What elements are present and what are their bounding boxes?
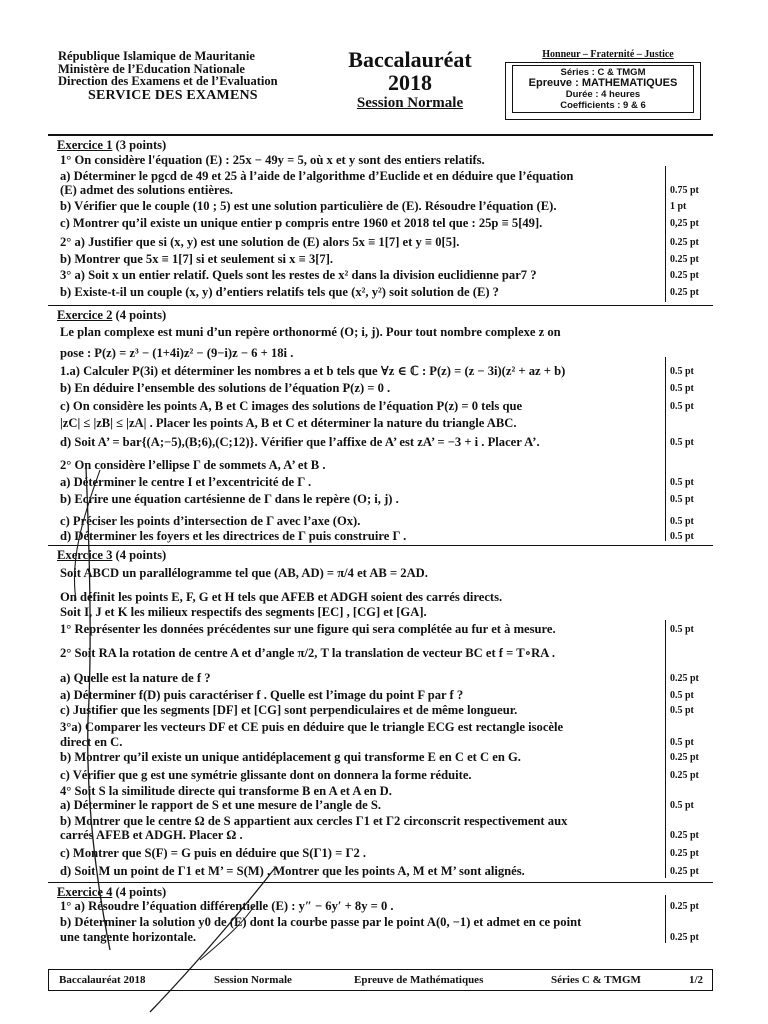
question-points: 0,25 pt [670,218,699,229]
question-points: 0.25 pt [670,254,699,265]
question-line: c) Montrer que S(F) = G puis en déduire que S(Γ1) = Γ2 . [60,846,367,860]
exercise-heading [57,885,166,899]
question-line: une tangente horizontale. [60,930,197,944]
question-line: 1° Représenter les données précédentes sur une figure qui sera complétée au fur et à mesure. [60,622,556,636]
question-points: 0.25 pt [670,287,699,298]
footer-session: Session Normale [214,974,292,986]
header-motto: Honneur – Fraternité – Justice [542,49,674,60]
header-title-block [330,48,490,112]
question-line: 1° On considère l'équation (E) : 25x − 49y = 5, où x et y sont des entiers relatifs. [60,153,485,167]
points-column-bar-1 [665,166,666,302]
question-points: 0.25 pt [670,770,699,781]
question-line: b) En déduire l’ensemble des solutions de l’équation P(z) = 0 . [60,381,391,395]
exercise-heading [57,308,166,322]
exercise-points: (4 points) [112,885,167,899]
exam-coefficients: Coefficients : 9 & 6 [560,100,646,111]
header-line-1: République Islamique de Mauritanie [58,49,255,63]
question-line: a) Quelle est la nature de f ? [60,671,211,685]
question-line: b) Déterminer la solution y0 de (E) dont la courbe passe par le point A(0, −1) et admet en ce point [60,915,582,929]
question-line: 1° a) Résoudre l’équation différentielle (E) : y″ − 6y′ + 8y = 0 . [60,899,394,913]
question-points: 0.5 pt [670,705,694,716]
header-line-3: Direction des Examens et de l’Evaluation [58,74,278,88]
exam-series: Séries : C & TMGM [560,67,646,78]
question-points: 0.5 pt [670,516,694,527]
question-points: 0.5 pt [670,531,694,542]
question-line: |zC| ≤ |zB| ≤ |zA| . Placer les points A, B et C et déterminer la nature du triangle ABC. [60,416,517,430]
question-line: direct en C. [60,735,123,749]
footer-series: Séries C & TMGM [551,974,641,986]
exercise-title: Exercice 2 [57,308,113,322]
exercise-separator [48,882,713,883]
header-service: SERVICE DES EXAMENS [88,87,258,103]
question-points: 0.25 pt [670,830,699,841]
question-line: a) Déterminer f(D) puis caractériser f . Quelle est l’image du point F par f ? [60,688,464,702]
points-column-bar-2 [665,357,666,541]
question-line: 3° a) Soit x un entier relatif. Quels sont les restes de x² dans la division euclidienne par7 ? [60,268,537,282]
question-line: b) Montrer que 5x ≡ 1[7] si et seulement si x ≡ 3[7]. [60,252,334,266]
exam-duration: Durée : 4 heures [565,89,641,100]
question-points: 0.5 pt [670,737,694,748]
exercise-separator [48,545,713,546]
question-points: 0.5 pt [670,401,694,412]
question-line: a) Déterminer le centre I et l’excentricité de Γ . [60,475,312,489]
header-line-2: Ministère de l’Education Nationale [58,61,245,76]
question-line: c) On considère les points A, B et C images des solutions de l’équation P(z) = 0 tels que [60,399,523,413]
question-line: 4° Soit S la similitude directe qui transforme B en A et A en D. [60,784,392,798]
question-line: 2° On considère l’ellipse Γ de sommets A, A’ et B . [60,458,326,472]
question-points: 0.25 pt [670,270,699,281]
question-points: 0.5 pt [670,494,694,505]
header-institution [58,50,278,102]
question-line: b) Existe-t-il un couple (x, y) d’entiers relatifs tels que (x², y²) soit solution de (E) ? [60,285,499,299]
question-line: 3°a) Comparer les vecteurs DF et CE puis en déduire que le triangle ECG est rectangle isocèle [60,720,564,734]
exam-year: 2018 [388,70,432,95]
question-line: 1.a) Calculer P(3i) et déterminer les nombres a et b tels que ∀z ∈ ℂ : P(z) = (z − 3i)(z² + az + b) [60,364,566,378]
question-line: c) Montrer qu’il existe un unique entier p compris entre 1960 et 2018 tel que : 25p ≡ 5[49]. [60,216,543,230]
page-title: Baccalauréat [348,47,472,72]
exercise-points: (4 points) [112,548,167,562]
question-line: a) Déterminer le rapport de S et une mesure de l’angle de S. [60,798,381,812]
question-line: Soit ABCD un parallélogramme tel que (AB, AD) = π/4 et AB = 2AD. [60,566,428,580]
question-line: b) Montrer que le centre Ω de S appartient aux cercles Γ1 et Γ2 circonscrit respectivement aux [60,814,568,828]
points-column-bar-4 [665,895,666,943]
exercise-separator [48,305,713,306]
question-line: b) Vérifier que le couple (10 ; 5) est une solution particulière de (E). Résoudre l’équation (E). [60,199,557,213]
question-points: 0.5 pt [670,383,694,394]
question-line: pose : P(z) = z³ − (1+4i)z² − (9−i)z − 6 + 18i . [60,346,294,360]
question-line: b) Montrer qu’il existe un unique antidéplacement g qui transforme E en C et C en G. [60,750,521,764]
question-points: 0.5 pt [670,690,694,701]
question-line: a) Déterminer le pgcd de 49 et 25 à l’aide de l’algorithme d’Euclide et en déduire que l’équation [60,169,574,183]
question-points: 0.25 pt [670,752,699,763]
question-line: Soit I, J et K les milieux respectifs des segments [EC] , [CG] et [GA]. [60,605,427,619]
question-line: d) Soit M un point de Γ1 et M’ = S(M) . Montrer que les points A, M et M’ sont alignés. [60,864,525,878]
question-points: 0.25 pt [670,673,699,684]
question-points: 0.5 pt [670,477,694,488]
exam-session: Session Normale [356,95,464,111]
question-points: 0.5 pt [670,437,694,448]
question-line: On définit les points E, F, G et H tels que AFEB et ADGH soient des carrés directs. [60,590,503,604]
question-line: d) Soit A’ = bar{(A;−5),(B;6),(C;12)}. Vérifier que l’affixe de A’ est zA’ = −3 + i . Placer A’. [60,435,540,449]
exam-info-inner [512,65,694,113]
question-points: 0.5 pt [670,800,694,811]
question-points: 0.25 pt [670,848,699,859]
question-points: 0.25 pt [670,932,699,943]
question-line: d) Déterminer les foyers et les directrices de Γ puis construire Γ . [60,529,407,543]
question-line: c) Vérifier que g est une symétrie glissante dont on donnera la forme réduite. [60,768,472,782]
question-line: c) Préciser les points d’intersection de Γ avec l’axe (Ox). [60,514,361,528]
question-line: 2° a) Justifier que si (x, y) est une solution de (E) alors 5x ≡ 1[7] et y ≡ 0[5]. [60,235,460,249]
question-line: 2° Soit RA la rotation de centre A et d’angle π/2, T la translation de vecteur BC et f = T∘RA . [60,646,555,660]
question-points: 0.25 pt [670,901,699,912]
question-line: (E) admet des solutions entières. [60,183,233,197]
question-line: c) Justifier que les segments [DF] et [CG] sont perpendiculaires et de même longueur. [60,703,518,717]
question-points: 1 pt [670,201,687,212]
footer-page-number: 1/2 [689,974,704,986]
question-line: carrés AFEB et ADGH. Placer Ω . [60,828,243,842]
exercise-title: Exercice 1 [57,138,113,152]
exercise-points: (3 points) [112,138,167,152]
question-points: 0.25 pt [670,866,699,877]
footer-exam: Baccalauréat 2018 [59,974,146,986]
exercise-points: (4 points) [112,308,167,322]
question-line: b) Ecrire une équation cartésienne de Γ dans le repère (O; i, j) . [60,492,399,506]
exercise-title: Exercice 4 [57,885,113,899]
footer-subject: Epreuve de Mathématiques [354,974,484,986]
question-points: 0.25 pt [670,237,699,248]
exam-info-box [505,62,701,120]
question-points: 0.5 pt [670,624,694,635]
exam-subject: Epreuve : MATHEMATIQUES [528,77,678,89]
exercise-title: Exercice 3 [57,548,113,562]
exercise-separator [48,135,713,136]
exercise-heading [57,548,166,562]
points-column-bar-3 [665,620,666,878]
question-points: 0.5 pt [670,366,694,377]
page-footer [48,969,713,991]
exercise-heading [57,138,166,152]
question-line: Le plan complexe est muni d’un repère orthonormé (O; i, j). Pour tout nombre complexe z on [60,325,561,339]
question-points: 0.75 pt [670,185,699,196]
